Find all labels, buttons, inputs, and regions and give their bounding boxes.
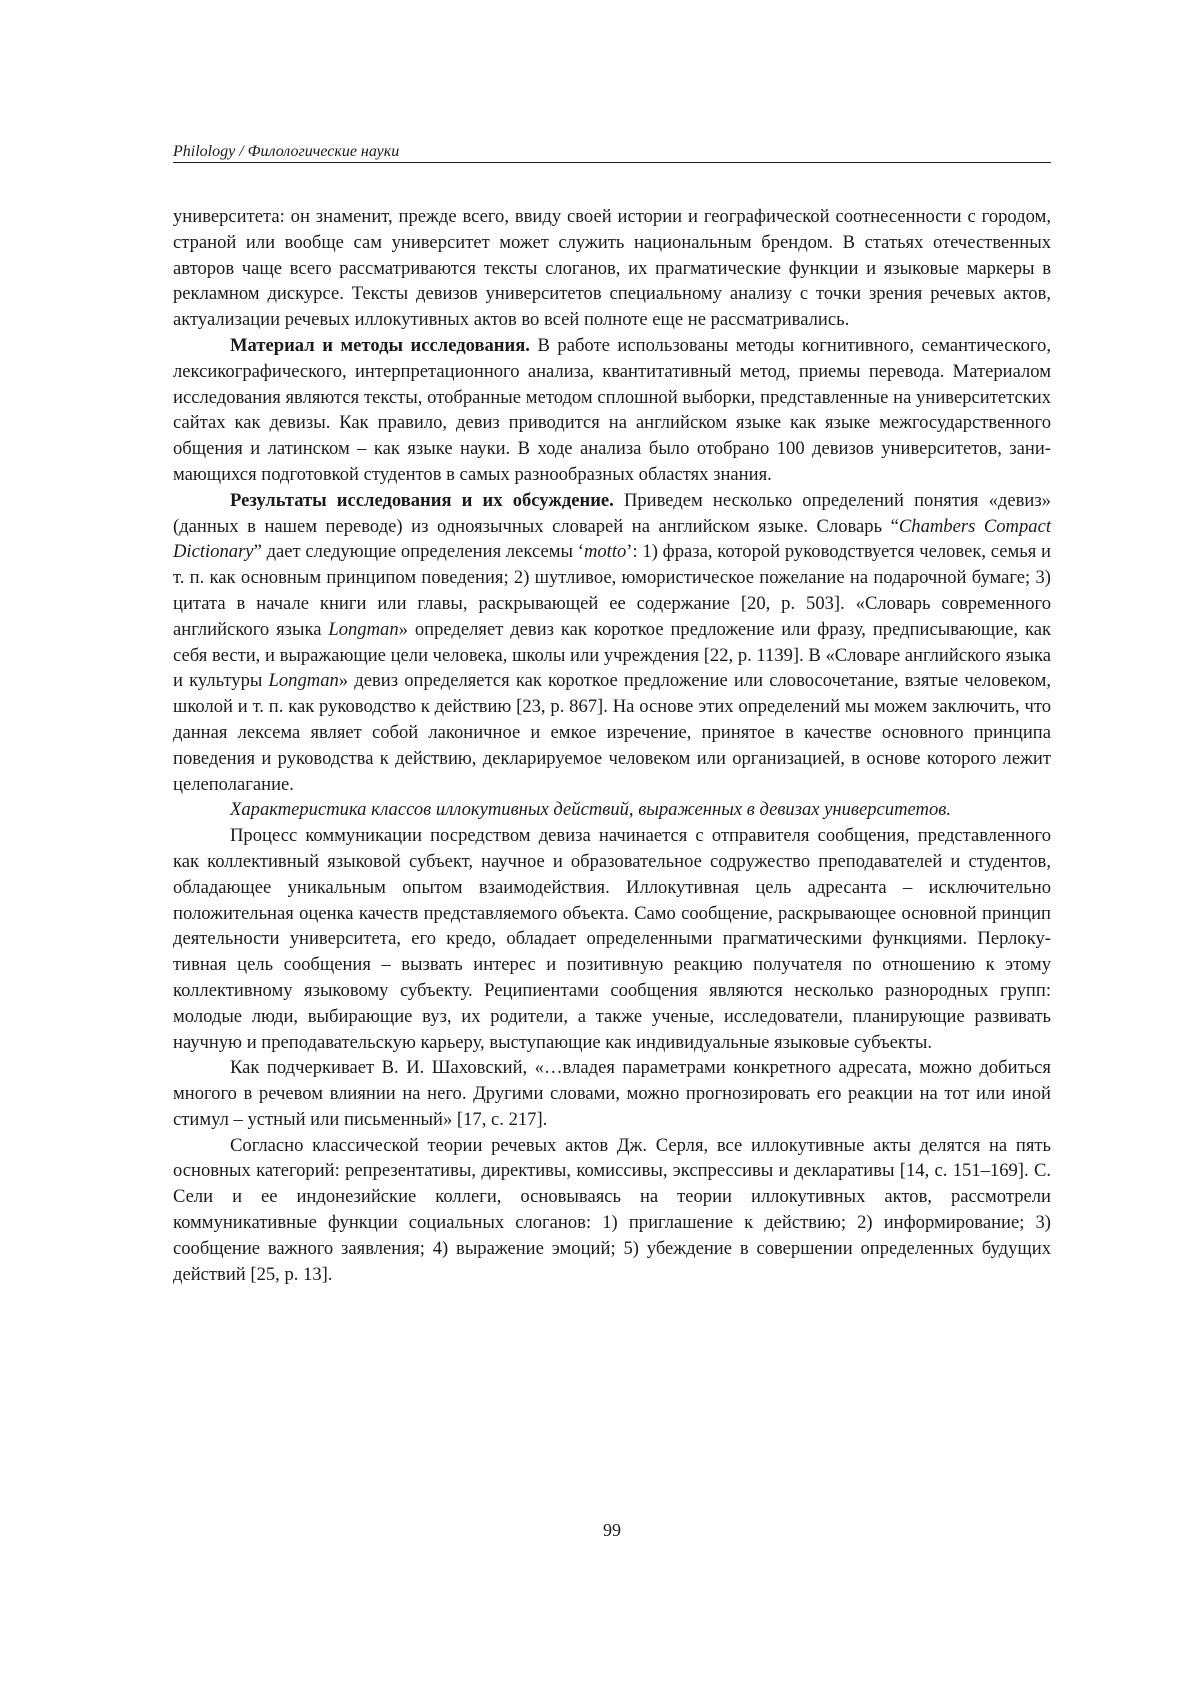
section-lead-results-discussion: Результаты исследования и их обсуждение. (230, 489, 614, 511)
paragraph-searle-theory: Согласно классической теории речевых актов Дж. Серля, все иллокутивные акты делятся на пять основных категорий: репрезентативы, директивы, комиссивы, экспрессивы и декларативы [14, с. 151–169]. С. Сели и ее индонезийские коллеги, основываясь на теории иллокутивных актов, рассмотрели коммуникативные функции социальных слоганов: 1) приглашение к действию; 2) информирование; 3) сообщение важного заявления; 4) выражение эмоций; 5) убеждение в совершении определенных будущих действий [25, p. 13]. (173, 1134, 1051, 1285)
section-lead-materials-methods: Материал и методы исследования. (230, 334, 530, 356)
paragraph-text: » определяет девиз как короткое предложение или фразу, предписывающие, как себя вести, и выражающие цели человека, школы или учреждения [22, p. 1139]. В «Словаре английского языка и культуры (173, 618, 1052, 692)
subsection-heading: Характеристика классов иллокутивных действий, выраженных в девизах университетов. (230, 799, 951, 821)
paragraph-shakhovsky-quote: Как подчеркивает В. И. Шаховский, «…владея параметрами конкретного адресата, можно добиться многого в речевом влиянии на него. Другими словами, можно прогнозировать его реакции на тот или иной стимул – устный или письменный» [17, с. 217]. (173, 1057, 1051, 1130)
paragraph-text: » девиз определяется как короткое предложение или словосочетание, взятые человеком, школой и т. п. как руководство к действию [23, p. 867]. На основе этих определений мы можем заключить, что данная лексема являет собой лаконичное и емкое изречение, принятое в качестве основного принципа поведения и руководства к действию, декларируемое человеком или организацией, в основе которого лежит целеполагание. (173, 670, 1051, 795)
dictionary-title: Chambers Compact Dictionary (173, 515, 1051, 563)
paragraph-text: ” дает следующие определения лексемы ‘ (253, 541, 584, 563)
article-body (173, 204, 1051, 1287)
dictionary-name: Longman (328, 618, 399, 640)
paragraph-materials-methods (173, 333, 1051, 488)
paragraph-communication-process: Процесс коммуникации посредством девиза начинается с отправителя сообщения, представленного как коллективный языковой субъект, научное и образовательное содружество преподавателей и студентов, обладающее уникальным опытом взаимодействия. Иллокутивная цель адресанта – исключительно положительная оценка качеств представляемого объекта. Само сообщение, раскрывающее основной принцип деятельности университета, его кредо, обладает определенными прагматическими функциями. Перлокутивная цель сообщения – вызвать интерес и позитивную реакцию получателя по отношению к этому коллективному языковому субъекту. Реципиентами сообщения являются несколько разнородных групп: молодые люди, выбирающие вуз, их родители, а также ученые, исследователи, планирующие развивать научную и преподавательскую карьеру, выступающие как индивидуальные языковые субъекты. (173, 825, 1051, 1053)
running-head: Philology / Филологические науки (173, 143, 400, 160)
header-rule (173, 162, 1051, 163)
lexeme-term: motto (583, 541, 627, 563)
paragraph-text: Приведем несколько определений понятия «девиз» (данных в нашем переводе) из одноязычных словарей на английском языке. Словарь “ (173, 489, 1051, 537)
page-number: 99 (603, 1520, 621, 1540)
paragraph-results-discussion (173, 488, 1051, 798)
paragraph-text: В работе использованы методы когнитивного, семантического, лексикографического, интерпретационного анализа, квантитативный метод, приемы перевода. Материалом исследования являются тексты, отобранные методом сплошной выборки, представленные на университетских сайтах как девизы. Как правило, девиз приводится на английском языке как языке межгосударственного общения и латинском – как языке науки. В ходе анализа было отобрано 100 девизов университетов, занимающихся подготовкой студентов в самых разнообразных областях знания. (173, 334, 1051, 485)
paragraph-text: ’: 1) фраза, которой руководствуется человек, семья и т. п. как основным принципом поведения; 2) шутливое, юмористическое пожелание на подарочной бумаге; 3) цитата в начале книги или главы, раскрывающей ее содержание [20, p. 503]. «Словарь современного английского языка (173, 541, 1051, 640)
paragraph-continuation: университета: он знаменит, прежде всего, ввиду своей истории и географической соотнесенности с городом, страной или вообще сам университет может служить национальным брендом. В статьях отечественных авторов чаще всего рассматриваются тексты слоганов, их прагматические функции и языковые маркеры в рекламном дискурсе. Тексты девизов университетов специальному анализу с точки зрения речевых актов, актуализации речевых иллокутивных актов во всей полноте еще не рассматривались. (173, 206, 1051, 331)
dictionary-name: Longman (268, 670, 339, 692)
